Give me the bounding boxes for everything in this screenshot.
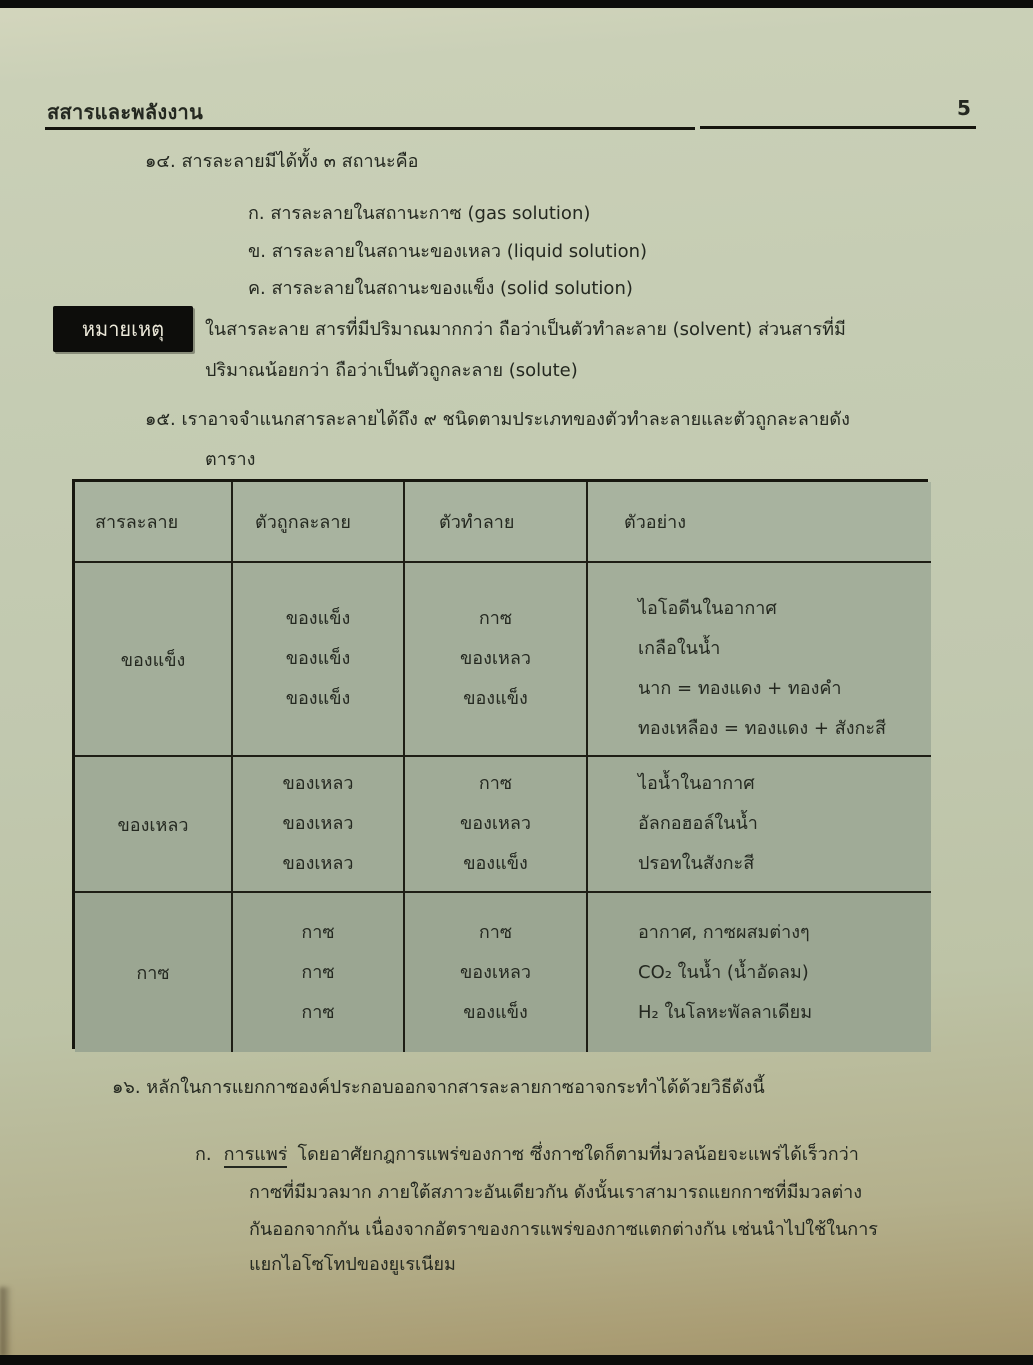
cell-line: ของเหลว	[459, 961, 532, 983]
table-row-solid-solvent	[405, 563, 588, 757]
cell-line: อัลกอฮอล์ในน้ำ	[638, 813, 758, 834]
table-header-solution: สารละลาย	[75, 482, 233, 563]
cell-line: ปรอทในสังกะสี	[638, 853, 755, 874]
cell-line: ของแข็ง	[463, 853, 528, 874]
note-text-line-1: ในสารละลาย สารที่มีปริมาณมากกว่า ถือว่าเป็นตัวทำละลาย (solvent) ส่วนสารที่มี	[205, 319, 846, 340]
table-row-liquid-solution: ของเหลว	[75, 757, 233, 893]
scan-smudge	[0, 1287, 12, 1357]
cell-line: กาซ	[301, 921, 335, 943]
header-rule-left	[45, 127, 695, 130]
method-ka-line-3: กันออกจากกัน เนื่องจากอัตราของการแพร่ของกาซแตกต่างกัน เช่นนำไปใช้ในการ	[249, 1219, 878, 1240]
item-15-line-2: ตาราง	[205, 449, 256, 470]
cell-line: ของแข็ง	[463, 688, 528, 709]
method-ka-line-1	[195, 1142, 859, 1168]
page-title: สสารและพลังงาน	[47, 100, 204, 124]
cell-line: ของเหลว	[459, 648, 532, 669]
cell-line: นาก = ทองแดง + ทองคำ	[638, 678, 842, 699]
scan-edge-top	[0, 0, 1033, 8]
table-row-gas-examples	[588, 893, 931, 1052]
table-row-liquid-solute	[233, 757, 405, 893]
method-ka-line-1-rest: โดยอาศัยกฎการแพร่ของกาซ ซึ่งกาซใดก็ตามที่มวลน้อยจะแพร่ได้เร็วกว่า	[297, 1144, 859, 1165]
cell-line: ของเหลว	[282, 813, 354, 834]
table-row-liquid-solvent	[405, 757, 588, 893]
cell-line: ของเหลว	[282, 773, 354, 794]
item-14-heading: ๑๔. สารละลายมีได้ทั้ง ๓ สถานะคือ	[145, 151, 419, 172]
item-16-heading: ๑๖. หลักในการแยกกาซองค์ประกอบออกจากสารละลายกาซอาจกระทำได้ด้วยวิธีดังนี้	[112, 1077, 765, 1098]
note-text-line-2: ปริมาณน้อยกว่า ถือว่าเป็นตัวถูกละลาย (solute)	[205, 360, 578, 381]
method-ka-term: การแพร่	[224, 1144, 288, 1168]
note-label: หมายเหตุ	[81, 317, 165, 341]
scan-edge-bottom	[0, 1355, 1033, 1365]
cell-line: ทองเหลือง = ทองแดง + สังกะสี	[638, 718, 887, 739]
solution-types-table	[72, 479, 928, 1049]
note-label-box	[53, 306, 193, 352]
cell-line: ของเหลว	[459, 813, 532, 834]
cell-line: กาซ	[478, 773, 513, 794]
table-row-liquid-examples	[588, 757, 931, 893]
table-header-solvent: ตัวทำลาย	[405, 482, 588, 563]
table-row-gas-solute	[233, 893, 405, 1052]
cell-line: ของเหลว	[282, 853, 354, 874]
method-ka-line-2: กาซที่มีมวลมาก ภายใต้สภาวะอันเดียวกัน ดังนั้นเราสามารถแยกกาซที่มีมวลต่าง	[249, 1182, 863, 1203]
cell-line: CO₂ ในน้ำ (น้ำอัดลม)	[638, 961, 809, 983]
cell-line: กาซ	[301, 961, 335, 983]
cell-line: กาซ	[478, 921, 513, 943]
table-row-solid-examples	[588, 563, 931, 757]
page-number: 5	[957, 96, 971, 120]
cell-line: ของแข็ง	[463, 1001, 528, 1023]
item-14-sub-c: ค. สารละลายในสถานะของแข็ง (solid solution)	[248, 278, 633, 299]
table-row-gas-solution: กาซ	[75, 893, 233, 1052]
cell-line: อากาศ, กาซผสมต่างๆ	[638, 921, 810, 943]
cell-line: ของแข็ง	[285, 608, 351, 629]
table-row-solid-solute	[233, 563, 405, 757]
cell-line: ไอโอดีนในอากาศ	[638, 598, 777, 619]
item-14-sub-b: ข. สารละลายในสถานะของเหลว (liquid solution)	[248, 241, 648, 262]
item-14-sub-a: ก. สารละลายในสถานะกาซ (gas solution)	[248, 203, 591, 224]
table-header-example: ตัวอย่าง	[588, 482, 931, 563]
method-ka-line-4: แยกไอโซโทปของยูเรเนียม	[249, 1254, 456, 1275]
cell-line: ของแข็ง	[285, 648, 351, 669]
header-rule-right	[700, 126, 976, 129]
cell-line: กาซ	[478, 608, 513, 629]
cell-line: H₂ ในโลหะพัลลาเดียม	[638, 1001, 813, 1023]
cell-line: ของแข็ง	[285, 688, 351, 709]
item-15-line-1: ๑๕. เราอาจจำแนกสารละลายได้ถึง ๙ ชนิดตามประเภทของตัวทำละลายและตัวถูกละลายดัง	[145, 409, 850, 430]
cell-line: เกลือในน้ำ	[638, 638, 721, 659]
table-row-solid-solution: ของแข็ง	[75, 563, 233, 757]
method-ka-marker: ก.	[195, 1144, 212, 1165]
cell-line: กาซ	[301, 1001, 335, 1023]
cell-line: ไอน้ำในอากาศ	[638, 773, 755, 794]
table-header-solute: ตัวถูกละลาย	[233, 482, 405, 563]
table-row-gas-solvent	[405, 893, 588, 1052]
